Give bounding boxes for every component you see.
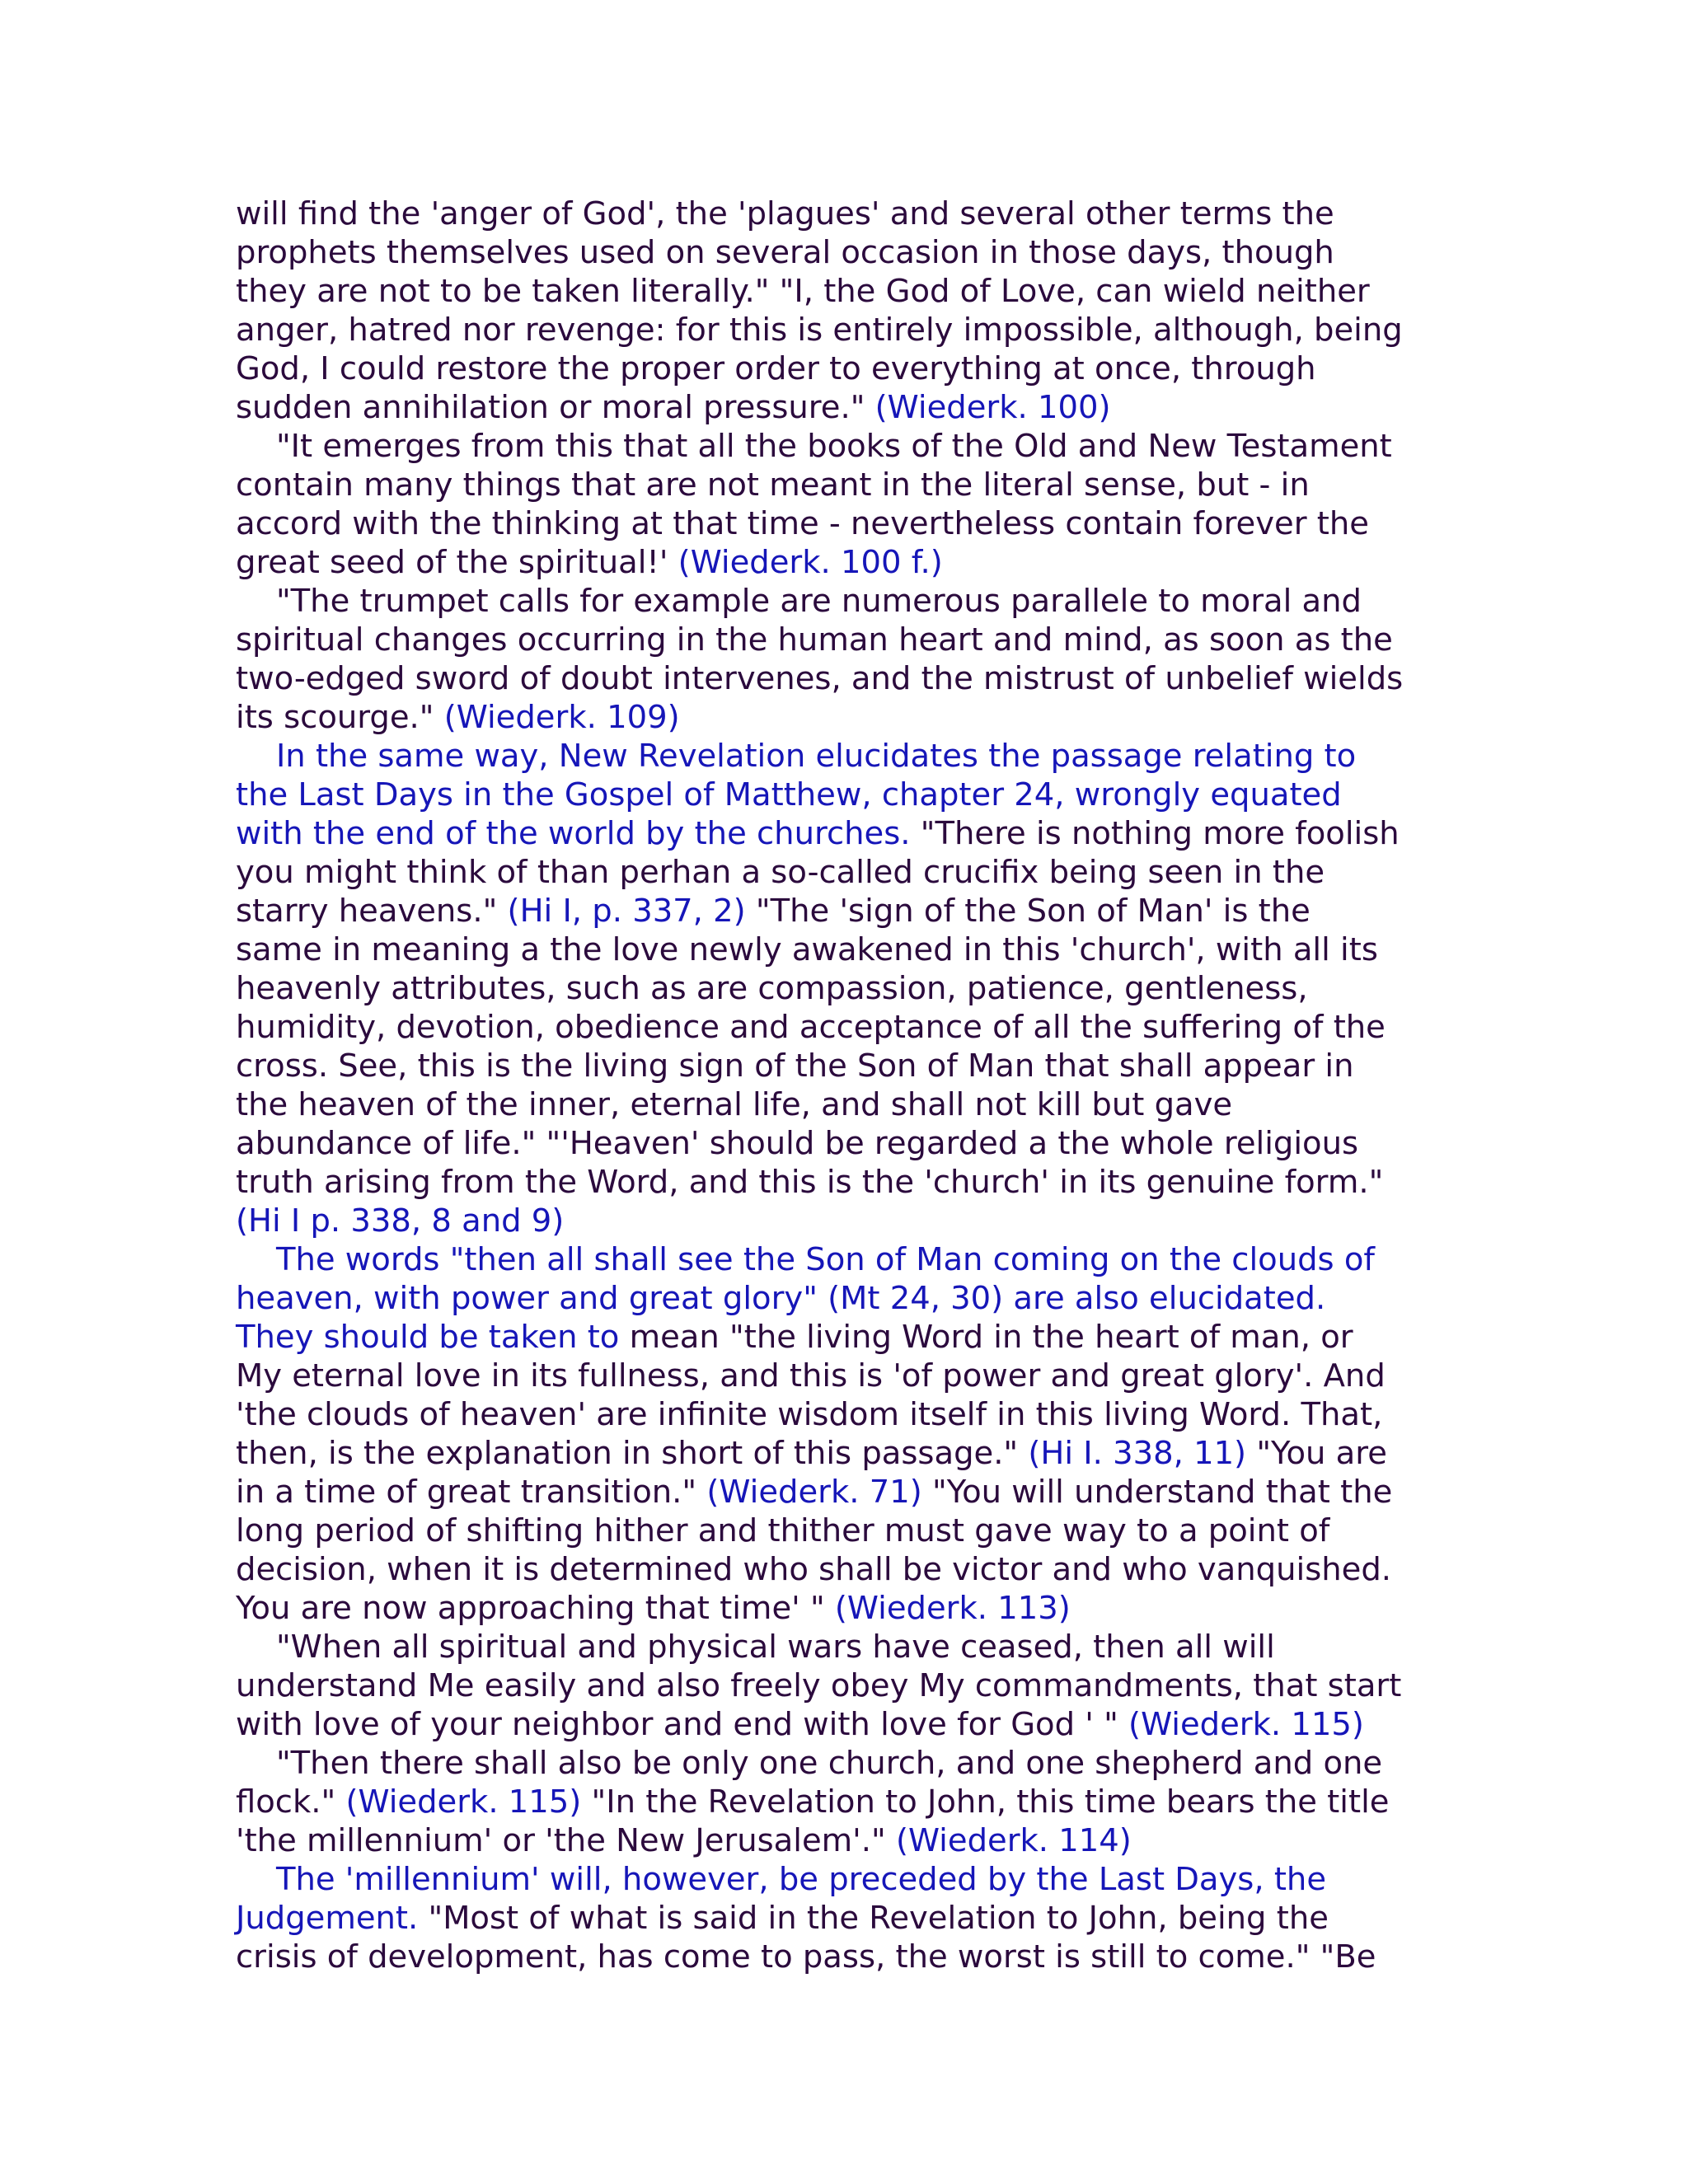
text-line (236, 349, 1472, 388)
text-line (236, 194, 1472, 233)
text-line (236, 1085, 1472, 1124)
text-line (236, 698, 1472, 737)
text-line (236, 582, 1472, 621)
text-line (236, 776, 1472, 814)
text-line (236, 388, 1472, 427)
text-line (236, 1589, 1472, 1628)
citation-text: heaven, with power and great glory" (Mt 24, 30) are also elucidated. (236, 1280, 1326, 1317)
body-text: "Then there shall also be only one church, and one shepherd and one (236, 1745, 1383, 1782)
body-text: humidity, devotion, obedience and acceptance of all the suffering of the (236, 1009, 1386, 1046)
citation-text: (Hi I p. 338, 8 and 9) (236, 1202, 565, 1240)
body-text: abundance of life." "'Heaven' should be regarded a the whole religious (236, 1125, 1359, 1162)
text-line (236, 737, 1472, 776)
text-line (236, 1473, 1472, 1511)
body-text: will find the 'anger of God', the 'plagues' and several other terms the (236, 195, 1334, 232)
text-line (236, 1666, 1472, 1705)
body-text: with love of your neighbor and end with love for God ' " (236, 1706, 1129, 1743)
text-line (236, 1511, 1472, 1550)
text-line (236, 1318, 1472, 1357)
body-text: mean "the living Word in the heart of man, or (619, 1319, 1353, 1356)
body-text: decision, when it is determined who shall be victor and who vanquished. (236, 1551, 1392, 1588)
body-text: "You are (1246, 1435, 1387, 1472)
body-text: sudden annihilation or moral pressure." (236, 389, 875, 426)
body-text: "The trumpet calls for example are numerous parallele to moral and (236, 583, 1362, 620)
text-line (236, 1008, 1472, 1047)
text-line (236, 1395, 1472, 1434)
body-text: cross. See, this is the living sign of the Son of Man that shall appear in (236, 1047, 1354, 1085)
body-text: great seed of the spiritual!' (236, 544, 678, 581)
text-line (236, 1821, 1472, 1860)
citation-text: the Last Days in the Gospel of Matthew, chapter 24, wrongly equated (236, 776, 1342, 813)
body-text: you might think of than perhan a so-called crucifix being seen in the (236, 854, 1325, 891)
citation-text: (Wiederk. 71) (706, 1474, 922, 1511)
text-line (236, 930, 1472, 969)
citation-text: (Wiederk. 114) (895, 1822, 1132, 1859)
citation-text: (Hi I, p. 337, 2) (507, 893, 746, 930)
body-text: "Most of what is said in the Revelation to John, being the (418, 1900, 1329, 1937)
citation-text: (Wiederk. 115) (1128, 1706, 1364, 1743)
citation-text: The 'millennium' will, however, be preceded by the Last Days, the (236, 1861, 1327, 1898)
text-line (236, 1705, 1472, 1744)
body-text: its scourge." (236, 699, 444, 736)
citation-text: (Wiederk. 100) (874, 389, 1111, 426)
body-text: accord with the thinking at that time - nevertheless contain forever the (236, 505, 1369, 542)
document-page (236, 194, 1472, 1976)
text-line (236, 1357, 1472, 1395)
text-line (236, 1124, 1472, 1163)
text-line (236, 621, 1472, 659)
body-text: anger, hatred nor revenge: for this is entirely impossible, although, being (236, 312, 1403, 349)
text-line (236, 504, 1472, 543)
body-text: contain many things that are not meant in the literal sense, but - in (236, 466, 1310, 504)
body-text: in a time of great transition." (236, 1474, 707, 1511)
body-text: heavenly attributes, such as are compassion, patience, gentleness, (236, 970, 1308, 1007)
text-line (236, 1279, 1472, 1318)
citation-text: (Wiederk. 113) (834, 1590, 1071, 1627)
citation-text: with the end of the world by the churches. (236, 815, 911, 852)
text-line (236, 1744, 1472, 1783)
text-line (236, 969, 1472, 1008)
text-line (236, 814, 1472, 853)
text-line (236, 1434, 1472, 1473)
body-text: long period of shifting hither and thither must gave way to a point of (236, 1512, 1330, 1549)
text-line (236, 1938, 1472, 1976)
text-line (236, 1628, 1472, 1666)
citation-text: (Wiederk. 109) (443, 699, 680, 736)
body-text: 'the millennium' or 'the New Jerusalem'." (236, 1822, 896, 1859)
body-text: "It emerges from this that all the books of the Old and New Testament (236, 428, 1392, 465)
text-line (236, 892, 1472, 930)
body-text: prophets themselves used on several occasion in those days, though (236, 234, 1334, 271)
citation-text: Judgement. (236, 1900, 419, 1937)
body-text: truth arising from the Word, and this is the 'church' in its genuine form." (236, 1164, 1384, 1201)
citation-text: (Wiederk. 100 f.) (678, 544, 943, 581)
text-line (236, 1202, 1472, 1240)
body-text: My eternal love in its fullness, and this is 'of power and great glory'. And (236, 1357, 1386, 1394)
text-line (236, 466, 1472, 504)
body-text: spiritual changes occurring in the human heart and mind, as soon as the (236, 621, 1393, 658)
body-text: same in meaning a the love newly awakened in this 'church', with all its (236, 931, 1378, 968)
citation-text: (Wiederk. 115) (345, 1783, 582, 1821)
body-text: "When all spiritual and physical wars have ceased, then all will (236, 1629, 1275, 1666)
body-text: "The 'sign of the Son of Man' is the (745, 893, 1311, 930)
body-text: crisis of development, has come to pass, the worst is still to come." "Be (236, 1938, 1376, 1975)
body-text: "There is nothing more foolish (910, 815, 1400, 852)
text-line (236, 659, 1472, 698)
body-text: flock." (236, 1783, 346, 1821)
body-text: understand Me easily and also freely obey My commandments, that start (236, 1667, 1402, 1704)
citation-text: The words "then all shall see the Son of Man coming on the clouds of (236, 1241, 1375, 1278)
body-text: two-edged sword of doubt intervenes, and the mistrust of unbelief wields (236, 660, 1404, 697)
text-line (236, 311, 1472, 349)
text-line (236, 1240, 1472, 1279)
citation-text: In the same way, New Revelation elucidates the passage relating to (236, 738, 1357, 775)
body-text: God, I could restore the proper order to everything at once, through (236, 350, 1316, 387)
text-line (236, 427, 1472, 466)
body-text: they are not to be taken literally." "I, the God of Love, can wield neither (236, 273, 1370, 310)
text-line (236, 1550, 1472, 1589)
text-line (236, 543, 1472, 582)
text-line (236, 853, 1472, 892)
text-line (236, 233, 1472, 272)
body-text: "In the Revelation to John, this time bears the title (581, 1783, 1390, 1821)
text-line (236, 1047, 1472, 1085)
body-text: 'the clouds of heaven' are infinite wisdom itself in this living Word. That, (236, 1396, 1383, 1433)
text-line (236, 1783, 1472, 1821)
body-text: starry heavens." (236, 893, 508, 930)
text-line (236, 1163, 1472, 1202)
text-line (236, 1860, 1472, 1899)
text-line (236, 272, 1472, 311)
body-text: then, is the explanation in short of this passage." (236, 1435, 1029, 1472)
citation-text: (Hi I. 338, 11) (1028, 1435, 1247, 1472)
body-text: the heaven of the inner, eternal life, and shall not kill but gave (236, 1086, 1233, 1123)
text-line (236, 1899, 1472, 1938)
body-text: You are now approaching that time' " (236, 1590, 835, 1627)
citation-text: They should be taken to (236, 1319, 620, 1356)
body-text: "You will understand that the (921, 1474, 1393, 1511)
